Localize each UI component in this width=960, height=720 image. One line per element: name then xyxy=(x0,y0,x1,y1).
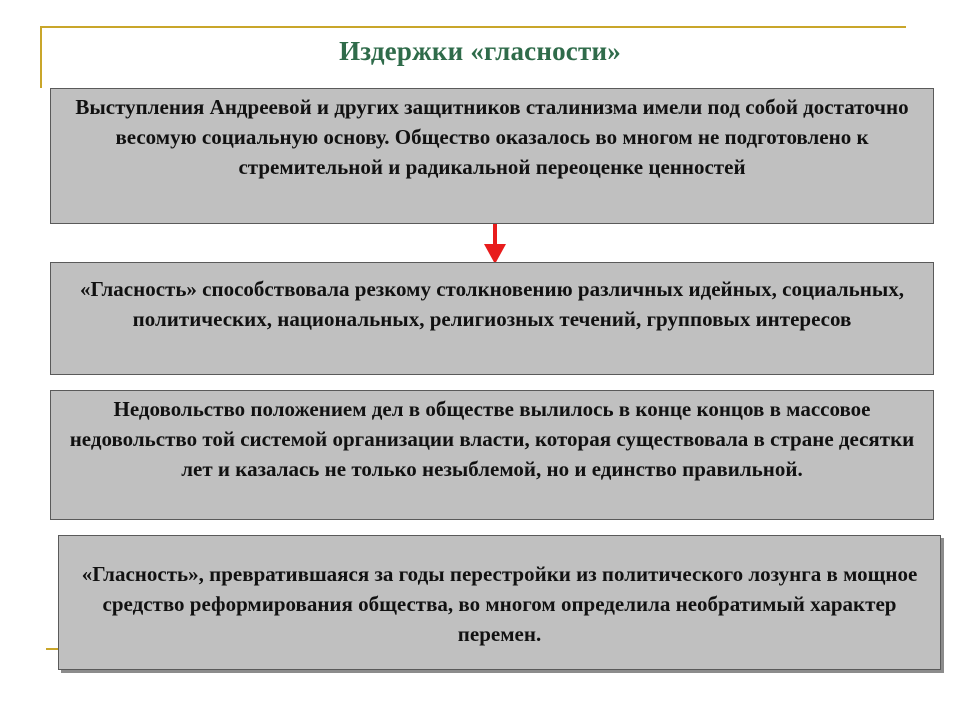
text-box-1: Выступления Андреевой и других защитников сталинизма имели под собой достаточно весомую социальную основу. Общество оказалось во многом не подготовлено к стремительной и радикальной переоценке ценностей xyxy=(50,88,934,224)
text-box-4: «Гласность», превратившаяся за годы перестройки из политического лозунга в мощное средство реформирования общества, во многом определила необратимый характер перемен. xyxy=(58,535,941,670)
text-box-2: «Гласность» способствовала резкому столкновению различных идейных, социальных, политических, национальных, религиозных течений, групповых интересов xyxy=(50,262,934,375)
slide-title: Издержки «гласности» xyxy=(339,36,621,66)
text-box-3: Недовольство положением дел в обществе вылилось в конце концов в массовое недовольство той системой организации власти, которая существовала в стране десятки лет и казалась не только незыблемой, но и единство правильной. xyxy=(50,390,934,520)
down-arrow-icon xyxy=(483,224,507,264)
frame-line-top xyxy=(40,26,906,28)
